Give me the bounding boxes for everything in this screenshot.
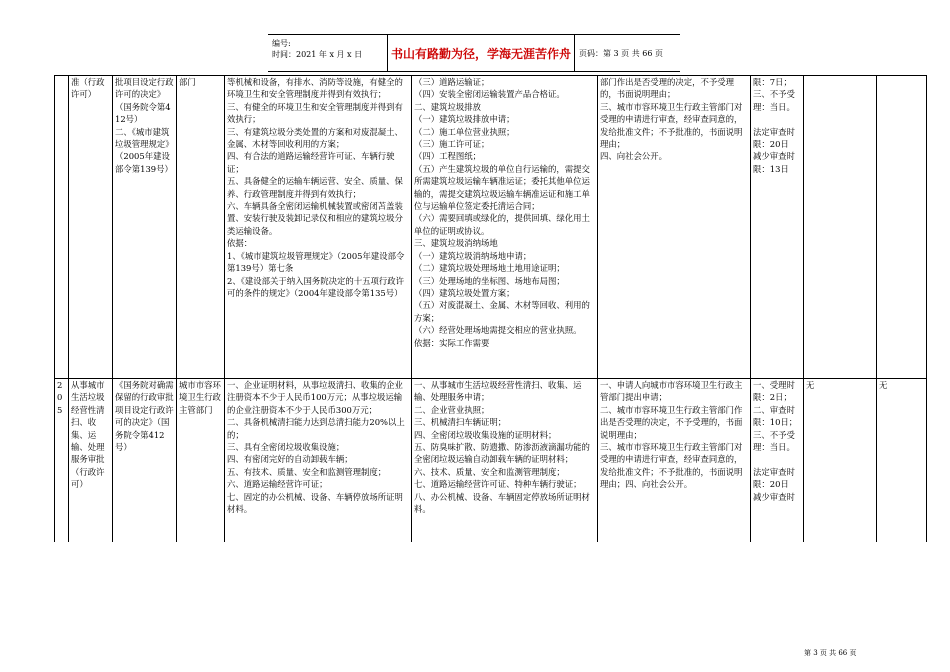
remark: 无 [877,379,927,543]
legal-basis: 《国务院对确需保留的行政审批项目设定行政许可的决定》（国务院令第412号） [113,379,177,543]
procedure: 部门作出是否受理的决定，不予受理的，书面说明理由； 三、城市市容环境卫生行政主管部门对受理的申请进行审查，经审查同意的，发给批准文件；不予批准的，书面说明理由； 四、向社会公开。 [598,76,751,379]
table-row [55,379,927,543]
fee [804,76,877,379]
legal-basis: 批项目设定行政许可的决定》（国务院令第412号） 二、《城市建筑垃圾管理规定》（2005年建设部令第139号） [113,76,177,379]
department: 部门 [177,76,225,379]
time-limit: 限：7日； 三、不予受理：当日。 法定审查时限：20日 减少审查时限：13日 [751,76,804,379]
remark [877,76,927,379]
header-motto: 书山有路勤为径，学海无涯苦作舟 [388,35,575,71]
time-label: 时间：2021 年 x 月 x 日 [272,50,363,59]
conditions: 一、企业证明材料，从事垃圾清扫、收集的企业注册资本不少于人民币100万元；从事垃圾运输的企业注册资本不少于人民币300万元； 二、具备机械清扫能力达到总清扫能力20%以上的； 三、具有全密闭垃圾收集设施； 四、有密闭完好的自动卸载车辆； 五、有技术、质量、安全和监测管理制度； 六、道路运输经营许可证； 七、固定的办公机械、设备、车辆停放场所证明材料。 [225,379,412,543]
item-name: 准（行政 许可） [69,76,113,379]
page-header [268,34,680,72]
table-row [55,76,927,379]
row-number: 205 [55,379,69,543]
header-page-label: 页码：第 3 页 共 66 页 [579,48,663,58]
materials: 一、从事城市生活垃圾经营性清扫、收集、运输、处理服务申请； 二、企业营业执照； 三、机械清扫车辆证明； 四、全密闭垃圾收集设施的证明材料； 五、防臭味扩散、防遗撒、防渗沥液滴漏功能的全密闭垃圾运输自动卸载车辆的证明材料； 六、技术、质量、安全和监测管理制度； 七、道路运输经营许可证、特种车辆行驶证； 八、办公机械、设备、车辆固定停放场所证明材料。 [412,379,598,543]
item-name: 从事城市生活垃圾经营性清扫、收集、运输、处理服务审批（行政许可） [69,379,113,543]
header-meta [268,35,388,71]
time-limit: 一、受理时限：2日； 二、审查时限：10日； 三、不予受理：当日。 法定审查时限：20日 减少审查时 [751,379,804,543]
serial-label: 编号: [272,39,291,48]
row-number [55,76,69,379]
materials: （三）道路运输证； （四）安装全密闭运输装置产品合格证。 二、建筑垃圾排放 （一）建筑垃圾排放申请； （二）施工单位营业执照； （三）施工许可证； （四）工程图纸； （五）产生建筑垃圾的单位自行运输的，需提交所需建筑垃圾运输车辆准运证；委托其他单位运输的，需提交建筑垃圾运输车辆准运证和施工单位与运输单位签定委托清运合同； （六）需要回填或绿化的，提供回填、绿化用土单位的证明或协议。 三、建筑垃圾消纳场地 （一）建筑垃圾消纳场地申请； （二）建筑垃圾处理场地土地用途证明； （三）处理场地的坐标图、场地布局图； （四）建筑垃圾处置方案； （五）对废混凝土、金属、木材等回收、利用的方案； （六）经营处理场地需提交相应的营业执照。 依据：实际工作需要 [412,76,598,379]
page-footer: 第 3 页 共 66 页 [804,649,857,657]
fee: 无 [804,379,877,543]
department: 城市市容环境卫生行政主管部门 [177,379,225,543]
procedure: 一、申请人向城市市容环境卫生行政主管部门提出申请； 二、城市市容环境卫生行政主管部门作出是否受理的决定，不予受理的，书面说明理由； 三、城市市容环境卫生行政主管部门对受理的申请进行审查，经审查同意的，发给批准文件；不予批准的，书面说明理由；四、向社会公开。 [598,379,751,543]
conditions: 等机械和设备，有排水、消防等设施，有健全的环境卫生和安全管理制度并得到有效执行； 三、有健全的环境卫生和安全管理制度并得到有效执行； 三、有建筑垃圾分类处置的方案和对废混凝土、金属、木材等回收利用的方案； 四、有合法的道路运输经营许可证、车辆行驶证； 五、具备健全的运输车辆运营、安全、质量、保养、行政管理制度并得到有效执行； 六、车辆具备全密闭运输机械装置或密闭苫盖装置、安装行驶及装卸记录仪和相应的建筑垃圾分类运输设备。 依据： 1、《城市建筑垃圾管理规定》（2005年建设部令第139号）第七条 2、《建设部关于纳入国务院决定的十五项行政许可的条件的规定》（2004年建设部令第135号） [225,76,412,379]
approval-items-table [54,75,927,542]
